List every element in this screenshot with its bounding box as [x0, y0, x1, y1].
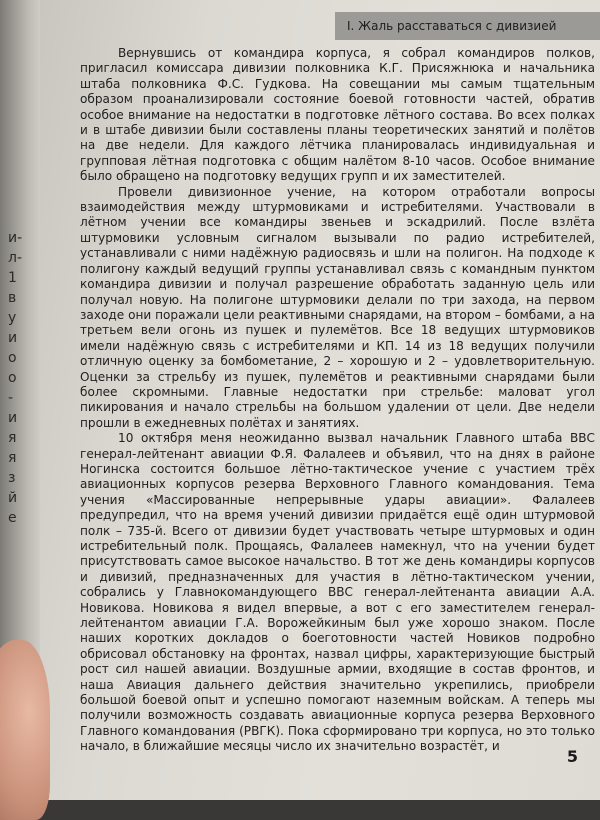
chapter-header: I. Жаль расставаться с дивизией [335, 12, 600, 40]
page-number: 5 [566, 747, 578, 766]
paragraph: Вернувшись от командира корпуса, я собрал командиров полков, пригласил комиссара дивизии полковника К.Г. Присяжнюка и начальника штаба полковника Ф.С. Гудкова. На совещании мы самым тщательным образом проанализировали состояние боевой готовности частей, обратив особое внимание на недостатки в подготовке лётного состава. Во всех полках и в штабе дивизии были составлены планы теоретических занятий и полётов на две недели. Для каждого лётчика планировалась индивидуальная и групповая лётная подготовка с общим налётом 8-10 часов. Особое внимание было обращено на подготовку ведущих групп и их заместителей. [80, 46, 595, 184]
facing-page-fragment: - [8, 390, 14, 406]
facing-page-fragment: з [8, 470, 16, 486]
facing-page-fragment: и [8, 330, 18, 346]
facing-page-fragment: я [8, 450, 17, 466]
body-text [80, 46, 595, 754]
paragraph: 10 октября меня неожиданно вызвал начальник Главного штаба ВВС генерал-лейтенант авиации Ф.Я. Фалалеев и объявил, что на днях в районе Ногинска состоится большое лётно-тактическое учение с участием трёх авиационных корпусов резерва Верховного Главного командования. Тема учения «Массированные непрерывные удары авиации». Фалалеев предупредил, что на время учений дивизии придаётся ещё один штурмовой полк – 735-й. Всего от дивизии будет участвовать четыре штурмовых и один истребительный полк. Прощаясь, Фалалеев намекнул, что на учении будет присутствовать самое высокое начальство. В тот же день командиры корпусов и дивизий, предназначенных для участия в лётно-тактическом учении, собрались у Главнокомандующего ВВС генерал-лейтенанта авиации А.А. Новикова. Новикова я видел впервые, а вот с его заместителем генерал-лейтенантом авиации Г.А. Ворожейкиным был уже хорошо знаком. После наших коротких докладов о боеготовности частей Новиков подробно обрисовал обстановку на фронтах, назвал цифры, характеризующие быстрый рост сил нашей авиации. Воздушные армии, входящие в состав фронтов, и наша Авиация дальнего действия значительно укрепились, приобрели большой боевой опыт и успешно помогают наземным войскам. А теперь мы получили возможность создавать авиационные корпуса резерва Верховного Главного командования (РВГК). Пока сформировано три корпуса, но это только начало, в ближайшие месяцы число их значительно возрастёт, и [80, 431, 595, 754]
book-page [40, 0, 600, 800]
facing-page-fragment: и [8, 410, 18, 426]
finger [0, 640, 50, 820]
paragraph: Провели дивизионное учение, на котором отработали вопросы взаимодействия между штурмовиками и истребителями. Участвовали в лётном учении все командиры звеньев и эскадрилий. После взлёта штурмовики условным сигналом вызывали по радио истребителей, устанавливали с ними надёжную радиосвязь и шли на полигон. На подходе к полигону каждый ведущий группы устанавливал связь с командным пунктом командира дивизии и получал разрешение обработать заданную цель или получал новую. На полигоне штурмовики делали по три захода, на первом заходе они поражали цели реактивными снарядами, на втором – бомбами, а на третьем вели огонь из пушек и пулемётов. Все 18 ведущих штурмовиков имели надёжную связь с истребителями и КП. 14 из 18 ведущих получили отличную оценку за бомбометание, 2 – хорошую и 2 – удовлетворительную. Оценки за стрельбу из пушек, пулемётов и реактивными снарядами были более скромными. Главные недостатки при стрельбе: маловат угол пикирования и начало стрельбы на большом удалении от цели. Две недели прошли в ежедневных полётах и занятиях. [80, 184, 595, 430]
facing-page-fragment: у [8, 310, 17, 326]
facing-page-fragment: и- [8, 230, 23, 246]
facing-page-fragment: 1 [8, 270, 17, 286]
facing-page-fragment: о [8, 370, 17, 386]
facing-page-fragment: в [8, 290, 17, 306]
facing-page-fragment: л- [8, 250, 22, 266]
facing-page-fragment: е [8, 510, 17, 526]
facing-page-fragment: о [8, 350, 17, 366]
facing-page-fragment: я [8, 430, 17, 446]
facing-page-fragment: й [8, 490, 18, 506]
